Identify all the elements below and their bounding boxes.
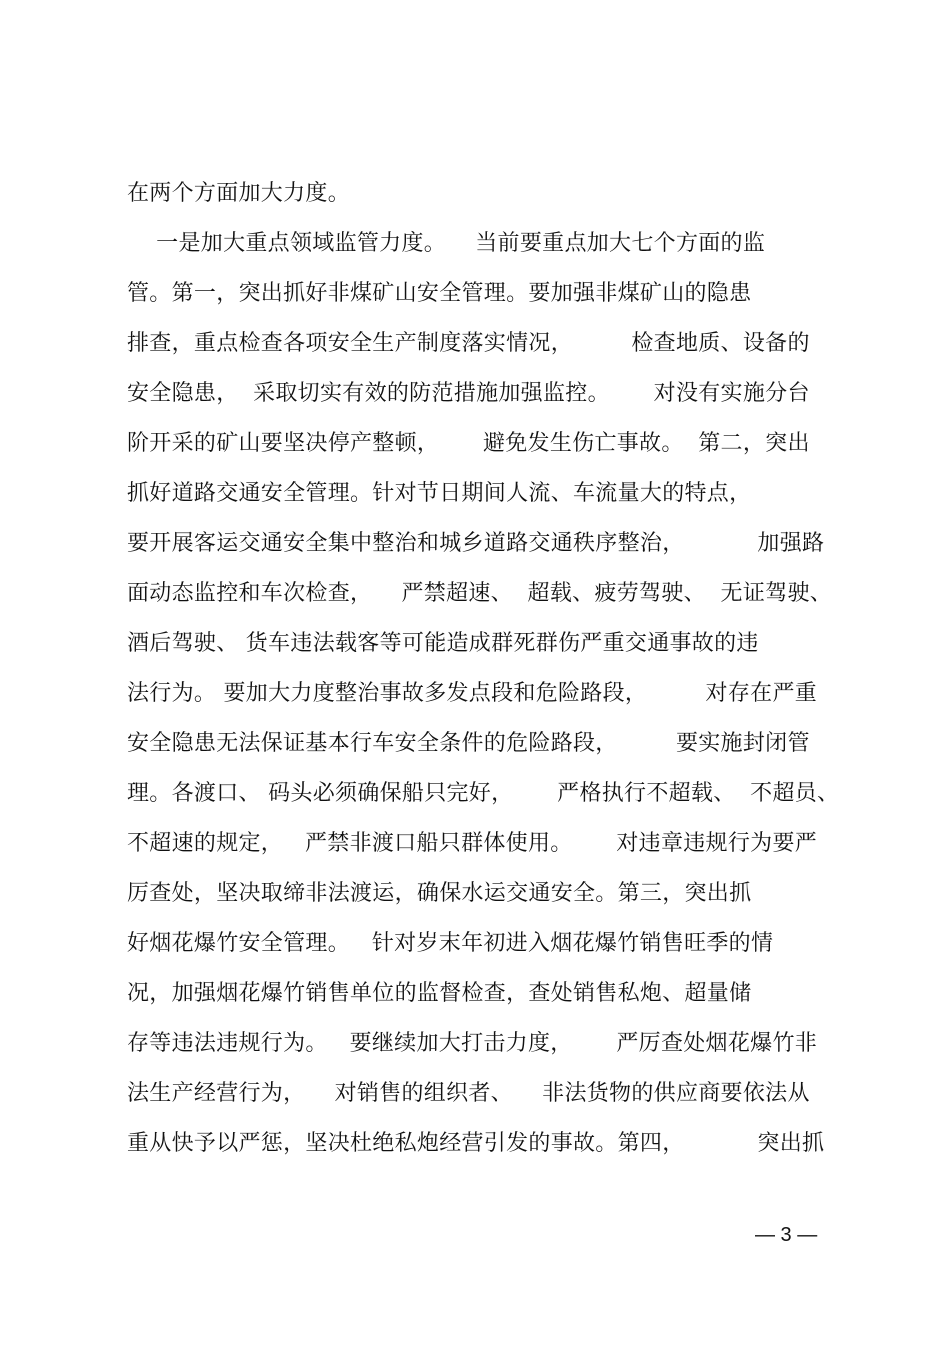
body-text-line: 在两个方面加大力度。 [127, 181, 351, 206]
body-text-line: 厉查处，坚决取缔非法渡运，确保水运交通安全。第三，突出抓 [127, 881, 752, 906]
body-text-line: 安全隐患无法保证基本行车安全条件的危险路段， 要实施封闭管 [127, 731, 810, 756]
body-text-line: 要开展客运交通安全集中整治和城乡道路交通秩序整治， 加强路 [127, 531, 825, 556]
body-text-line: 抓好道路交通安全管理。针对节日期间人流、车流量大的特点， [127, 481, 752, 506]
body-text-line: 管。第一，突出抓好非煤矿山安全管理。要加强非煤矿山的隐患 [127, 281, 752, 306]
body-text-line: 排查，重点检查各项安全生产制度落实情况， 检查地质、设备的 [127, 331, 810, 356]
body-text-line: 酒后驾驶、 货车违法载客等可能造成群死群伤严重交通事故的违 [127, 631, 759, 656]
body-text-line: 一是加大重点领域监管力度。 当前要重点加大七个方面的监 [127, 231, 766, 256]
body-text-line: 法行为。 要加大力度整治事故多发点段和危险路段， 对存在严重 [127, 681, 818, 706]
body-text-line: 存等违法违规行为。 要继续加大打击力度， 严厉查处烟花爆竹非 [127, 1031, 818, 1056]
body-text-line: 况，加强烟花爆竹销售单位的监督检查，查处销售私炮、超量储 [127, 981, 752, 1006]
body-text-line: 不超速的规定， 严禁非渡口船只群体使用。 对违章违规行为要严 [127, 831, 818, 856]
body-text-line: 阶开采的矿山要坚决停产整顿， 避免发生伤亡事故。 第二，突出 [127, 431, 810, 456]
page-number: — 3 — [755, 1224, 818, 1246]
body-text-line: 法生产经营行为， 对销售的组织者、 非法货物的供应商要依法从 [127, 1081, 810, 1106]
body-text-line: 安全隐患， 采取切实有效的防范措施加强监控。 对没有实施分台 [127, 381, 810, 406]
body-text-line: 重从快予以严惩，坚决杜绝私炮经营引发的事故。第四， 突出抓 [127, 1131, 825, 1156]
body-text-line: 面动态监控和车次检查， 严禁超速、 超载、疲劳驾驶、 无证驾驶、 [127, 581, 833, 606]
body-text-line: 理。各渡口、 码头必须确保船只完好， 严格执行不超载、 不超员、 [127, 781, 840, 806]
body-text-line: 好烟花爆竹安全管理。 针对岁末年初进入烟花爆竹销售旺季的情 [127, 931, 774, 956]
